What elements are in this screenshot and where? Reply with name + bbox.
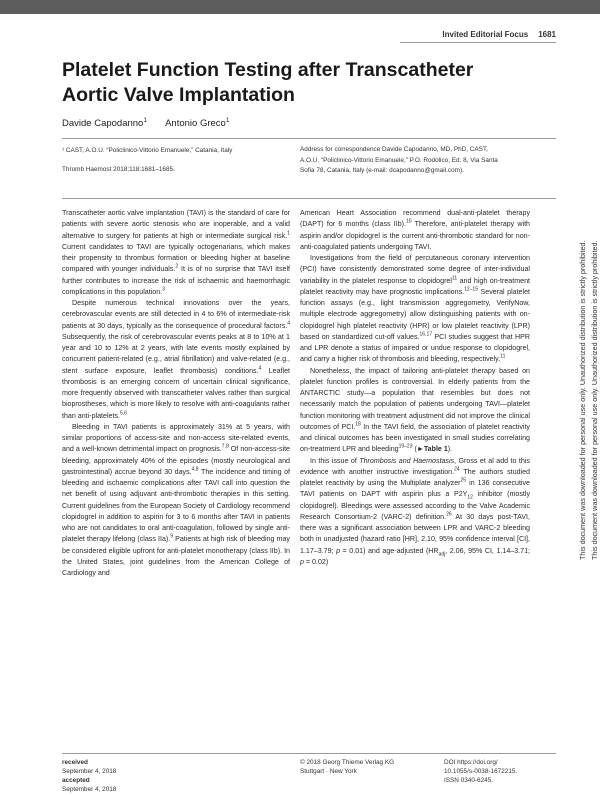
reference-citation[interactable]: 4,8 (191, 466, 199, 473)
reference-citation[interactable]: 26 (446, 511, 452, 518)
reference-citation[interactable]: 11 (451, 275, 458, 282)
author-name: Antonio Greco (165, 118, 226, 130)
reference-citation[interactable]: 5,6 (119, 410, 127, 417)
italic-text: Thrombosis and Haemostasis (359, 456, 455, 465)
body-paragraph: In this issue of Thrombosis and Haemostasis, Gross et al add to this evidence with another instructive investigation.$^{24}$ The authors studied platelet reactivity by using the Multiplate analyzer$^{25}$ in 136 consecutive TAVI patients on DAPT with aspirin plus a $P2Y_{12}$ inhibitor (mostly clopidogrel). Bleedings were assessed according to the Valve Academic Research Consortium-2 (VARC-2) definition.$^{26}$ At 30 days post-TAVI, there was a significant association between LPR and VARC-2 bleeding both in unadjusted (hazard ratio [HR], 2.10, 95% confidence interval [CI], 1.17–3.79; p = 0.01) and age-adjusted ($HR_{adj}$, 2.06, 95% CI, 1.14–3.71; p = 0.02) (300, 456, 531, 566)
reference-citation[interactable]: 24 (454, 466, 460, 473)
front-matter-rule (62, 198, 556, 199)
author-affiliation-mark: 1 (143, 117, 147, 124)
doi-number[interactable]: 10.1055/s-0038-1672215. (444, 768, 518, 775)
top-header-bar (0, 0, 600, 14)
body-paragraph: Despite numerous technical innovations over the years, cerebrovascular events are still detected in 4 to 6% of intermediate-risk patients at 30 days, typically as the consequence of procedural factors.$^4$ Subsequently, the risk of cerebrovascular events peaks at 8 to 10% at 1 year and 10 to 12% at 2 years, with late events mostly explained by concurrent patient-related (e.g., atrial fibrillation) and valve-related (e.g., stent surface exposure, leaflet thrombosis) conditions.$^4$ Leaflet thrombosis is an emerging concern of uncertain clinical significance, more frequently observed with transcatheter valves rather than surgical bioprostheses, which is more likely to resolve with anti-coagulants rather than anti-platelets.$^{5,6}$ (62, 299, 290, 420)
reference-citation[interactable]: 4 (258, 365, 262, 372)
download-notice: This document was downloaded for personal use only. Unauthorized distribution is strictly prohibited. (578, 240, 587, 560)
received-label: received (62, 759, 88, 766)
reference-citation[interactable]: 25 (460, 477, 467, 484)
affiliation-block (62, 145, 287, 183)
affiliation-text: ¹ CAST, A.O.U. “Policlinico-Vittorio Emanuele,” Catania, Italy (62, 147, 233, 154)
section-label: Invited Editorial Focus (442, 30, 529, 39)
publisher-info (300, 758, 440, 776)
correspondence-line: Address for correspondence Davide Capodanno, MD, PhD, CAST, (300, 146, 488, 153)
reference-citation[interactable]: 7,8 (221, 443, 229, 450)
body-paragraph: Transcatheter aortic valve implantation (TAVI) is the standard of care for patients with severe aortic stenosis who are inoperable, and a valid alternative to surgery for patients at high or intermediate surgical risk.$^1$ Current candidates to TAVI are typically octogenarians, which makes their propensity to thrombus formation or bleeding higher at baseline compared with younger individuals.$^2$ It is of no surprise that TAVI itself further contributes to increase the risk of ischaemic and haemorrhagic complications in this population.$^3$ (62, 209, 290, 296)
accepted-date: September 4, 2018 (62, 786, 117, 793)
reference-citation[interactable]: 4 (287, 320, 290, 327)
received-date: September 4, 2018 (62, 768, 117, 775)
article-dates (62, 758, 262, 794)
doi-block (444, 758, 554, 785)
doi-url: https://doi.org/ (457, 759, 498, 766)
author[interactable] (62, 118, 147, 129)
body-column-left (62, 208, 290, 579)
copyright: © 2018 Georg Thieme Verlag KG (300, 759, 395, 766)
doi-link[interactable] (444, 758, 554, 767)
correspondence-line: A.O.U. “Policlinico-Vittorio Emanuele,” P.O. Rodolico, Ed. 8, Via Santa (300, 156, 498, 164)
publisher-location: Stuttgart · New York (300, 768, 357, 775)
reference-citation[interactable]: 19–23 (398, 443, 413, 450)
reference-citation[interactable]: 18 (355, 421, 361, 428)
body-paragraph: Nonetheless, the impact of tailoring anti-platelet therapy based on platelet function profiles is controversial. In elderly patients from the ANTARCTIC study—a population that resembles but does not necessarily match the population of patients undergoing TAVI—platelet function monitoring with treatment adjustment did not improve the clinical outcomes of PCI.$^{18}$ In the TAVI field, the association of platelet reactivity and clinical outcomes has been investigated in small studies correlating on-treatment LPR and bleeding$^{19-23}$ (►Table 1). (300, 366, 530, 454)
journal-citation: Thromb Haemost 2018;118:1681–1685. (62, 166, 175, 173)
author-affiliation-mark: 1 (225, 117, 230, 124)
reference-citation[interactable]: 2 (175, 263, 179, 270)
italic-text: p (336, 546, 341, 555)
issn: ISSN 0340-6245. (444, 777, 494, 784)
reference-citation[interactable]: 16,17 (419, 331, 433, 338)
author-name: Davide Capodanno (62, 118, 144, 130)
author-rule (62, 138, 556, 139)
italic-text: p (300, 557, 304, 566)
reference-citation[interactable]: 12–15 (464, 286, 478, 293)
reference-citation[interactable]: 3 (162, 286, 165, 293)
accepted-label: accepted (62, 777, 90, 784)
page-number: 1681 (538, 30, 556, 39)
body-paragraph: Bleeding in TAVI patients is approximately 31% at 5 years, with similar proportions of access-site and non-access site-related events, and a well-known detrimental impact on prognosis.$^{7,8}$ Of non-access-site bleeding, approximately 40% of the episodes (mostly neurological and gastrointestinal) accrue beyond 30 days.$^{4,8}$ The incidence and timing of bleeding and ischaemic complications after TAVI call into question the net benefit of using adjuvant anti-thrombotic therapies in this setting. Current guidelines from the European Society of Cardiology recommend clopidogrel in addition to aspirin for 3 to 6 months after TAVI in patients who are not candidates to oral anti-coagulation, followed by single anti-platelet therapy lifelong (class IIa).$^9$ Patients at high risk of bleeding may be considered eligible upfront for anti-platelet monotherapy (class IIb). In the United States, joint guidelines from the American College of Cardiology and (62, 422, 290, 577)
reference-citation[interactable]: 10 (406, 218, 412, 225)
subscript: 12 (467, 494, 473, 501)
table-reference-link[interactable]: ►Table 1 (416, 445, 448, 454)
correspondence-block (300, 145, 550, 177)
body-paragraph: Investigations from the field of percutaneous coronary intervention (PCI) have consistently demonstrated some degree of inter-individual variability in the platelet response to clopidogrel$^{11}$ and high on-treatment platelet reactivity may have prognostic implications.$^{12-15}$ Several platelet function assays (e.g., light transmission aggregometry, VerifyNow, multiple electrode aggregometry) allow distinguishing patients with on-clopidogrel high platelet reactivity (HPR) or low platelet reactivity (LPR) based on standardized cut-off values.$^{16,17}$ PCI studies suggest that HPR and LPR denote a status of impaired or undue response to clopidogrel, and carry a higher risk of thrombosis and bleeding, respectively.$^{11}$ (300, 254, 531, 364)
body-column-right (300, 208, 530, 568)
author[interactable] (165, 118, 229, 129)
footer-rule (62, 753, 556, 754)
subscript: adj (438, 550, 446, 557)
author-list (62, 117, 245, 129)
reference-citation[interactable]: 9 (170, 533, 174, 540)
reference-citation[interactable]: 1 (287, 230, 290, 237)
reference-citation[interactable]: 11 (500, 353, 506, 360)
body-paragraph: American Heart Association recommend dual-anti-platelet therapy (DAPT) for 6 months (class IIb).$^{10}$ Therefore, anti-platelet therapy with aspirin and/or clopidogrel is the current anti-thrombotic standard for non-anti-coagulated patients undergoing TAVI. (300, 209, 531, 251)
running-header (442, 30, 556, 39)
article-title: Platelet Function Testing after Transcatheter Aortic Valve Implantation (62, 59, 474, 106)
correspondence-line: Sofia 78, Catania, Italy (e-mail: dcapodanno@gmail.com). (300, 167, 464, 174)
download-notice: This document was downloaded for personal use only. Unauthorized distribution is strictly prohibited. (590, 240, 599, 560)
doi-label: DOI (444, 759, 456, 766)
header-rule (400, 42, 556, 43)
